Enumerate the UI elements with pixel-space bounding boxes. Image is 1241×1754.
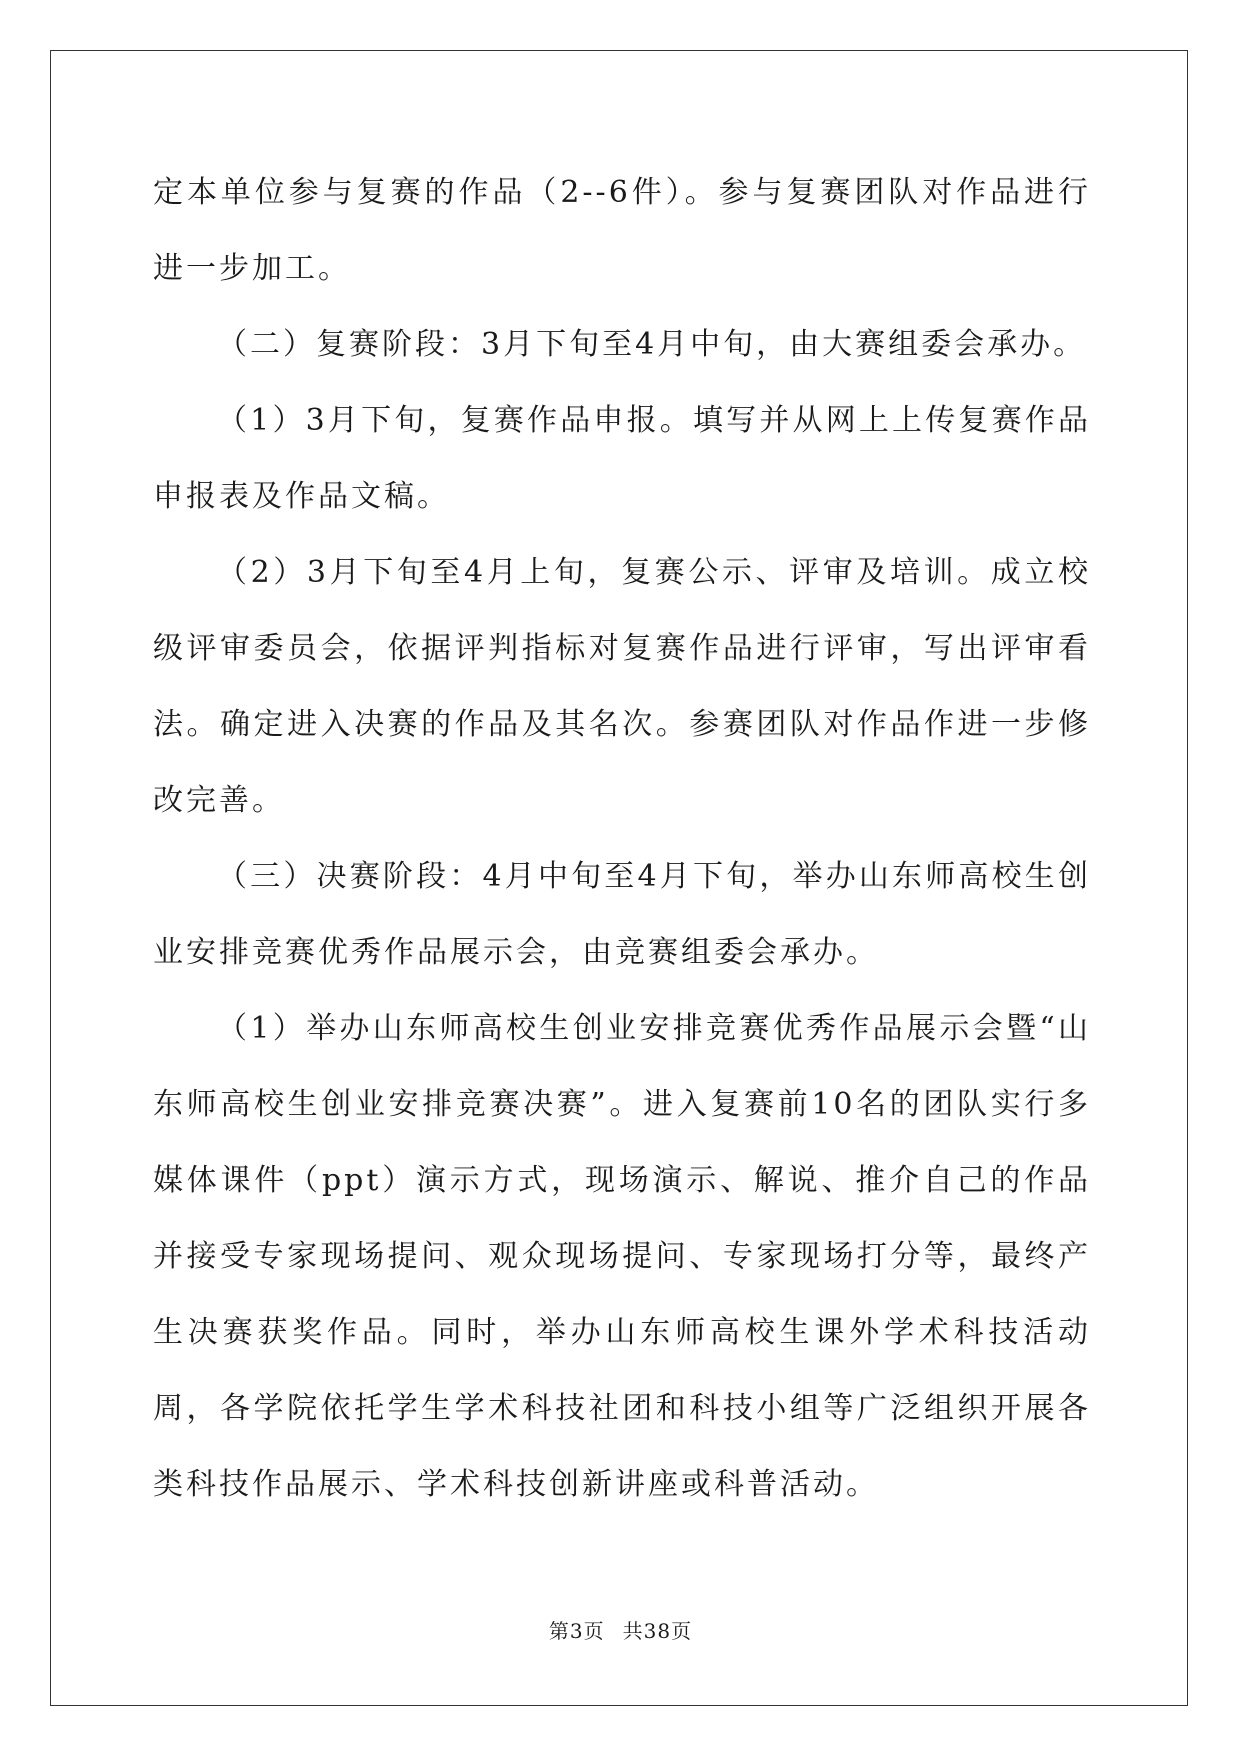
current-page-number: 第3页 xyxy=(548,1619,605,1643)
paragraph-6: （1）举办山东师高校生创业安排竞赛优秀作品展示会暨“山东师高校生创业安排竞赛决赛”。进入复赛前10名的团队实行多媒体课件（ppt）演示方式，现场演示、解说、推介自己的作品并接受专家现场提问、观众现场提问、专家现场打分等，最终产生决赛获奖作品。同时，举办山东师高校生课外学术科技活动周，各学院依托学生学术科技社团和科技小组等广泛组织开展各类科技作品展示、学术科技创新讲座或科普活动。 xyxy=(153,1011,1091,1502)
paragraph-5: （三）决赛阶段：4月中旬至4月下旬，举办山东师高校生创业安排竞赛优秀作品展示会，由竞赛组委会承办。 xyxy=(153,859,1091,970)
page-footer xyxy=(0,1615,1241,1644)
document-body xyxy=(153,155,1091,1523)
paragraph-2: （二）复赛阶段：3月下旬至4月中旬，由大赛组委会承办。 xyxy=(217,327,1087,362)
total-page-count: 共38页 xyxy=(622,1619,693,1643)
paragraph-3: （1）3月下旬，复赛作品申报。填写并从网上上传复赛作品申报表及作品文稿。 xyxy=(153,403,1091,514)
paragraph-4: （2）3月下旬至4月上旬，复赛公示、评审及培训。成立校级评审委员会，依据评判指标对复赛作品进行评审，写出评审看法。确定进入决赛的作品及其名次。参赛团队对作品作进一步修改完善。 xyxy=(153,555,1091,818)
paragraph-1: 定本单位参与复赛的作品（2--6件）。参与复赛团队对作品进行进一步加工。 xyxy=(153,175,1091,286)
